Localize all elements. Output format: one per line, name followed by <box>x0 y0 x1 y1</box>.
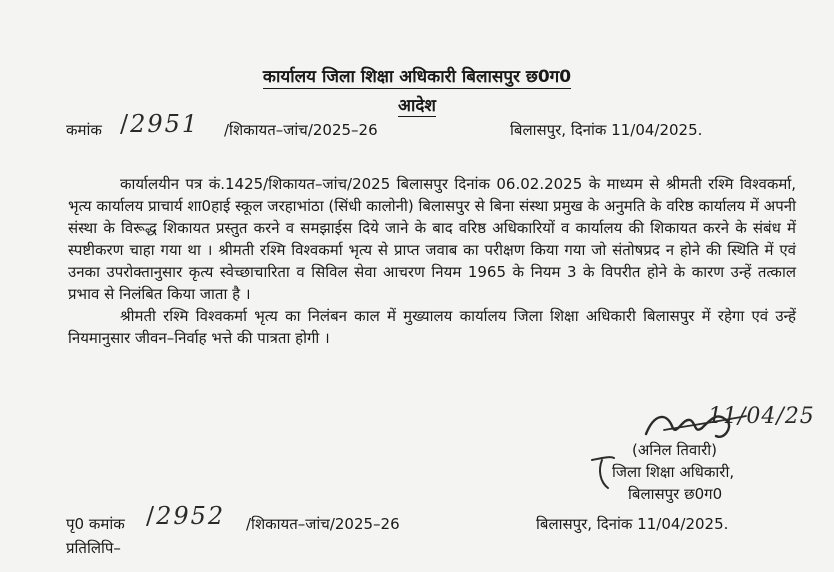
ref-prefix: कमांक <box>66 121 102 139</box>
ref2-place-date: बिलासपुर, दिनांक 11/04/2025. <box>536 515 729 533</box>
handwritten-order-number: /2951 <box>120 110 200 138</box>
ref2-subject: /शिकायत–जांच/2025–26 <box>246 515 400 533</box>
handwritten-signature-date: 11/04/25 <box>708 404 815 429</box>
ref2-prefix: पृ0 कमांक <box>66 515 125 533</box>
signatory-designation: जिला शिक्षा अधिकारी, <box>612 463 735 481</box>
body-paragraph-1: कार्यालयीन पत्र कं.1425/शिकायत–जांच/2025 बिलासपुर दिनांक 06.02.2025 के माध्यम से श्रीमती रश्मि विश्वकर्मा, भृत्य कार्यालय प्राचार्य शा0हाई स्कूल जरहाभांठा (सिंधी कालोनी) बिलासपुर से बिना संस्था प्रमुख के अनुमति के वरिष्ठ कार्यालय में अपनी संस्था के विरूद्ध शिकायत प्रस्तुत करने व समझाईस दिये जाने के बाद वरिष्ठ अधिकारियों व कार्यालय की शिकायत करने के संबंध में स्पष्टीकरण चाहा गया था । श्रीमती रश्मि विश्वकर्मा भृत्य से प्राप्त जवाब का परीक्षण किया गया जो संतोषप्रद न होने की स्थिति में एवं उनका उपरोक्तानुसार कृत्य स्वेच्छाचारिता व सिविल सेवा आचरण नियम 1965 के नियम 3 के विपरीत होने के कारण उन्हें तत्काल प्रभाव से निलंबित किया जाता है । <box>68 175 796 303</box>
ref-subject: /शिकायत–जांच/2025–26 <box>224 121 378 139</box>
order-heading: आदेश <box>398 96 436 116</box>
ref-place-date: बिलासपुर, दिनांक 11/04/2025. <box>510 121 703 139</box>
order-body <box>68 173 796 349</box>
handwritten-endorsement-number: /2952 <box>146 502 226 530</box>
office-title: कार्यालय जिला शिक्षा अधिकारी बिलासपुर छ0ग0 <box>262 67 572 87</box>
copy-to-label: प्रतिलिपि– <box>66 539 121 557</box>
signatory-location: बिलासपुर छ0ग0 <box>628 485 723 503</box>
body-paragraph-2: श्रीमती रश्मि विश्वकर्मा भृत्य का निलंबन काल में मुख्यालय कार्यालय जिला शिक्षा अधिकारी बिलासपुर में रहेगा एवं उन्हें नियमानुसार जीवन–निर्वाह भत्ते की पात्रता होगी । <box>68 307 796 347</box>
signatory-name: (अनिल तिवारी) <box>632 441 717 459</box>
